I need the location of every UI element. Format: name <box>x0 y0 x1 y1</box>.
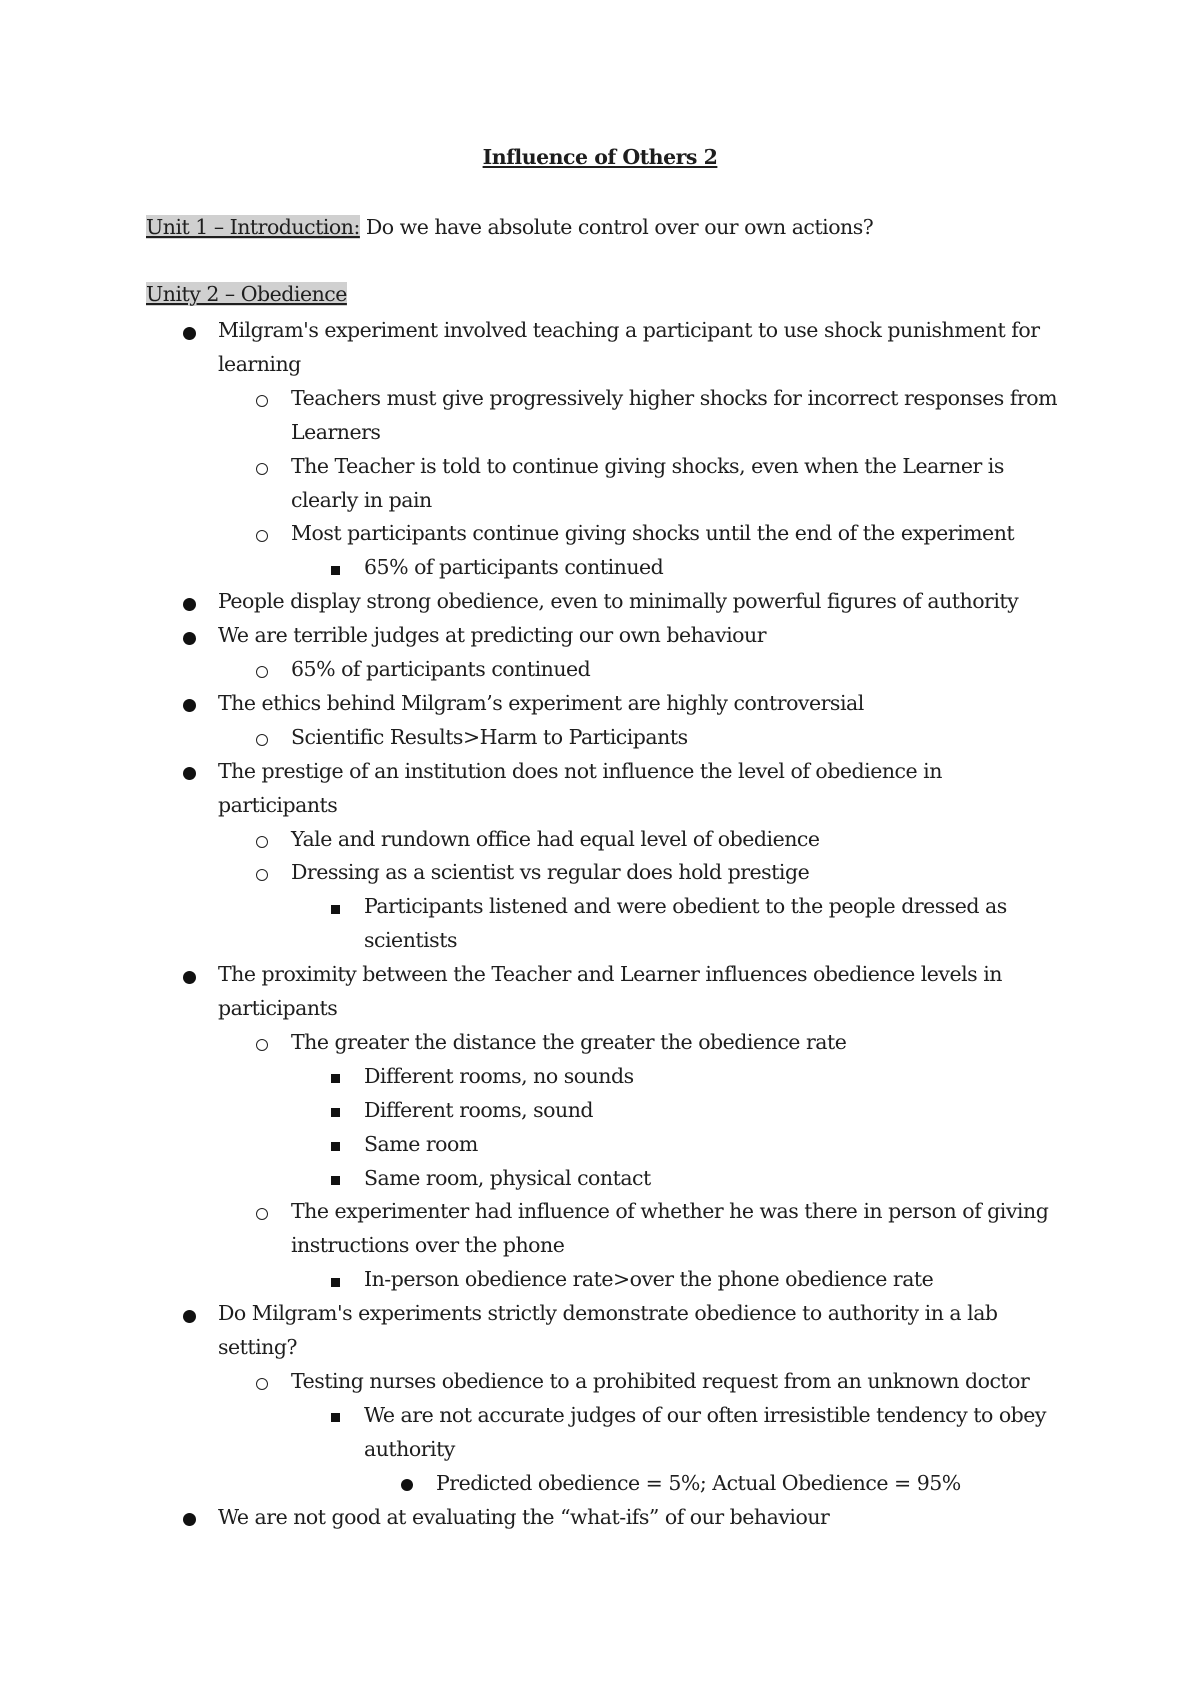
list-item-text: We are not good at evaluating the “what-ifs” of our behaviour <box>218 1504 830 1529</box>
filled-circle-bullet-icon <box>183 1513 196 1526</box>
list-item-text: Most participants continue giving shocks until the end of the experiment <box>291 521 1015 546</box>
unit-1-label: Unit 1 – Introduction: <box>146 215 360 239</box>
list-item-text: The prestige of an institution does not influence the level of obedience in <box>218 758 942 783</box>
square-bullet-icon <box>331 1278 340 1287</box>
square-bullet-icon <box>331 1142 340 1151</box>
filled-circle-bullet-icon <box>183 699 196 712</box>
list-item-text: The greater the distance the greater the obedience rate <box>291 1029 847 1054</box>
list-item-text: Do Milgram's experiments strictly demonstrate obedience to authority in a lab <box>218 1301 998 1326</box>
unit-1-question: Do we have absolute control over our own actions? <box>359 215 874 239</box>
list-item-text: scientists <box>364 928 457 953</box>
list-item-text: Teachers must give progressively higher shocks for incorrect responses from <box>291 385 1058 410</box>
list-item-text: Testing nurses obedience to a prohibited request from an unknown doctor <box>291 1368 1030 1393</box>
hollow-circle-bullet-icon <box>256 1208 268 1220</box>
document-title: Influence of Others 2 <box>482 145 718 169</box>
hollow-circle-bullet-icon <box>256 395 268 407</box>
list-item-text: instructions over the phone <box>291 1233 565 1258</box>
list-item-text: Predicted obedience = 5%; Actual Obedience = 95% <box>436 1470 961 1495</box>
unit-2-label: Unity 2 – Obedience <box>146 282 347 306</box>
square-bullet-icon <box>331 1108 340 1117</box>
list-item-text: participants <box>218 996 338 1020</box>
list-item-text: The experimenter had influence of whether he was there in person of giving <box>291 1199 1049 1224</box>
list-item-text: We are terrible judges at predicting our own behaviour <box>218 623 767 648</box>
list-item-text: People display strong obedience, even to minimally powerful figures of authority <box>218 589 1019 614</box>
hollow-circle-bullet-icon <box>256 869 268 881</box>
list-item-text: We are not accurate judges of our often irresistible tendency to obey <box>364 1402 1046 1427</box>
filled-circle-bullet-icon <box>183 327 196 340</box>
hollow-circle-bullet-icon <box>256 836 268 848</box>
list-item-text: 65% of participants continued <box>364 555 664 580</box>
list-item-text: clearly in pain <box>291 487 432 512</box>
hollow-circle-bullet-icon <box>256 734 268 746</box>
list-item-text: The proximity between the Teacher and Learner influences obedience levels in <box>218 962 1002 987</box>
filled-circle-bullet-icon <box>183 632 196 645</box>
square-bullet-icon <box>331 905 340 914</box>
filled-circle-bullet-icon <box>183 1310 196 1323</box>
list-item-text: The Teacher is told to continue giving shocks, even when the Learner is <box>291 453 1004 478</box>
list-item-text: Dressing as a scientist vs regular does hold prestige <box>291 860 810 885</box>
list-item-text: In-person obedience rate>over the phone obedience rate <box>364 1267 934 1292</box>
filled-circle-bullet-icon <box>401 1479 413 1491</box>
list-item-text: Milgram's experiment involved teaching a participant to use shock punishment for <box>218 318 1040 342</box>
list-item-text: Learners <box>291 419 381 444</box>
square-bullet-icon <box>331 1074 340 1083</box>
filled-circle-bullet-icon <box>183 971 196 984</box>
list-item-text: Different rooms, no sounds <box>364 1063 634 1088</box>
hollow-circle-bullet-icon <box>256 463 268 475</box>
hollow-circle-bullet-icon <box>256 666 268 678</box>
filled-circle-bullet-icon <box>183 598 196 611</box>
hollow-circle-bullet-icon <box>256 1039 268 1051</box>
square-bullet-icon <box>331 566 340 575</box>
list-item-text: learning <box>218 351 301 376</box>
list-item-text: 65% of participants continued <box>291 657 591 681</box>
list-item-text: Same room, physical contact <box>364 1165 651 1190</box>
hollow-circle-bullet-icon <box>256 530 268 542</box>
unit-2-heading <box>146 282 347 306</box>
square-bullet-icon <box>331 1176 340 1185</box>
list-item-text: authority <box>364 1436 455 1461</box>
hollow-circle-bullet-icon <box>256 1378 268 1390</box>
list-item-text: Participants listened and were obedient to the people dressed as <box>364 894 1007 919</box>
list-item-text: The ethics behind Milgram’s experiment are highly controversial <box>218 690 864 715</box>
list-item-text: Scientific Results>Harm to Participants <box>291 724 688 749</box>
filled-circle-bullet-icon <box>183 767 196 780</box>
square-bullet-icon <box>331 1413 340 1422</box>
list-item-text: Yale and rundown office had equal level of obedience <box>291 826 820 851</box>
list-item-text: setting? <box>218 1335 298 1359</box>
unit-1-heading <box>146 215 873 239</box>
list-item-text: Same room <box>364 1131 478 1156</box>
list-item-text: Different rooms, sound <box>364 1097 594 1122</box>
list-item-text: participants <box>218 792 338 817</box>
